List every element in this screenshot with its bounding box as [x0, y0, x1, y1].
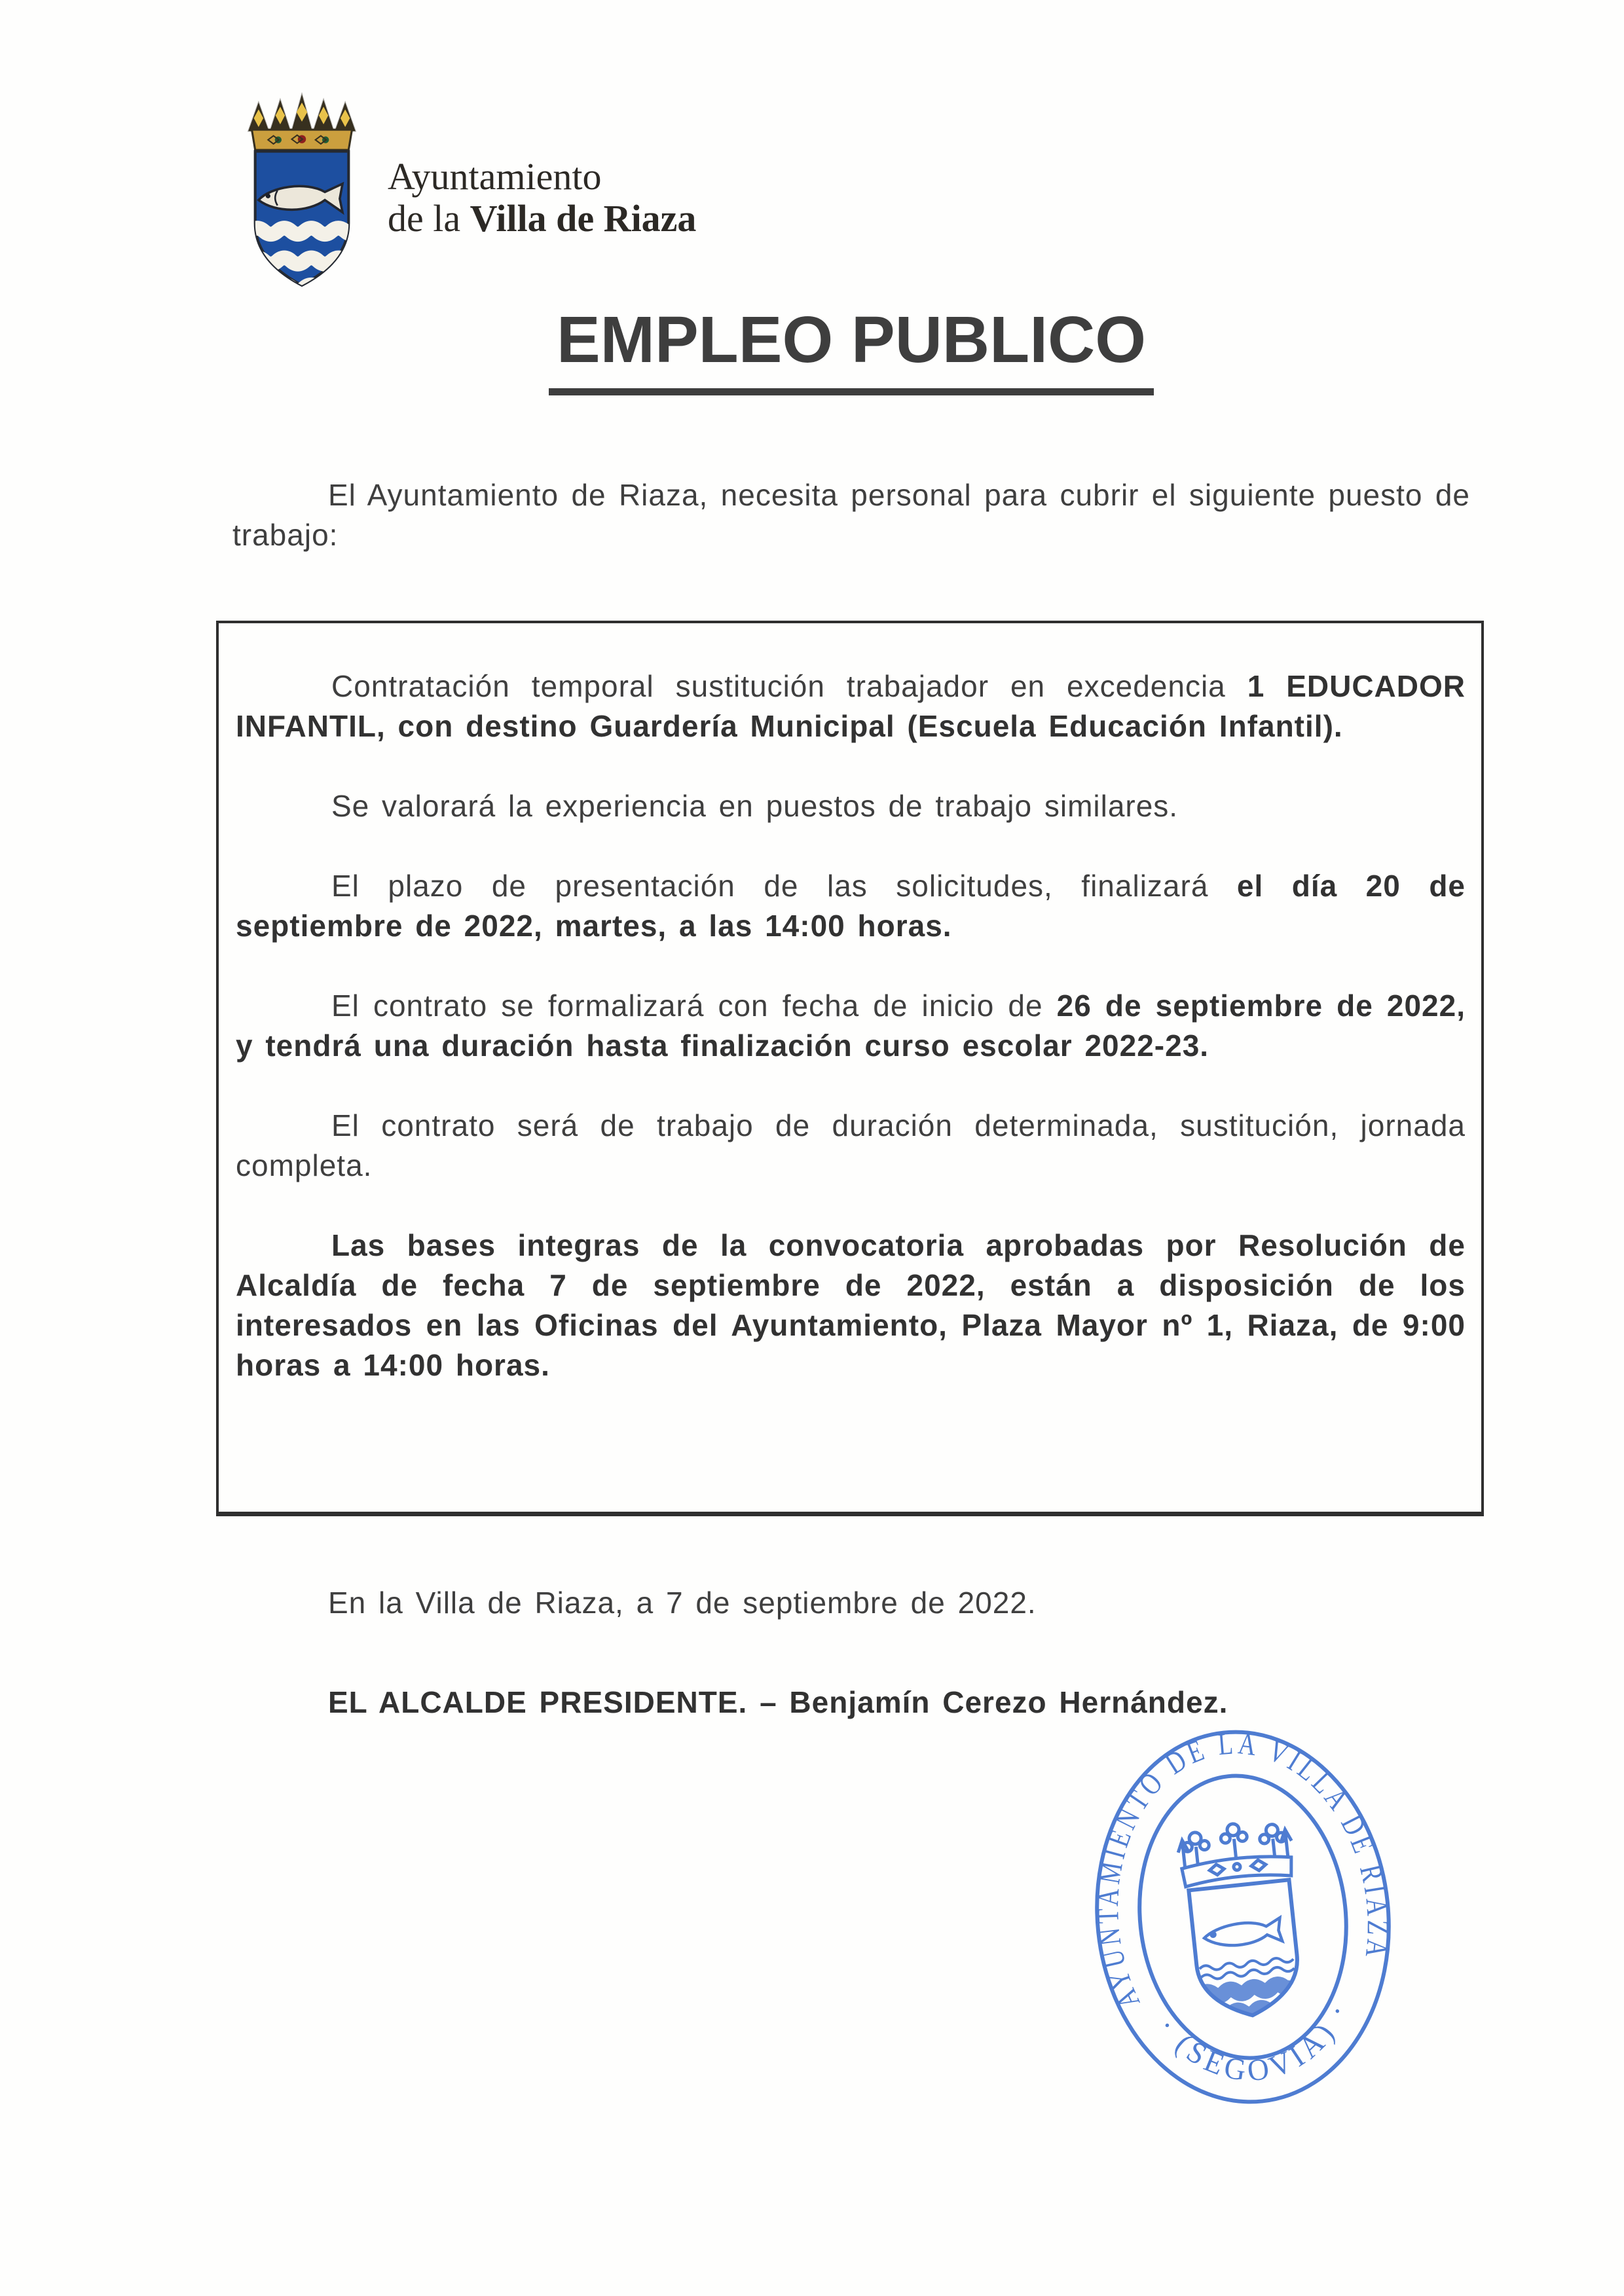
notice-box	[216, 621, 1484, 1516]
intro-paragraph: El Ayuntamiento de Riaza, necesita personal para cubrir el siguiente puesto de trabajo:	[232, 478, 1470, 552]
text-segment: El contrato se formalizará con fecha de inicio de	[331, 989, 1057, 1023]
text-segment: 26 de septiembre de 2022, y tendrá una duración hasta finalización curso escolar 2022-23.	[236, 989, 1466, 1063]
shield-icon	[250, 151, 358, 287]
stamp-waves-icon	[1198, 1956, 1299, 2018]
stamp-crown-icon	[1176, 1818, 1295, 1887]
text-segment: Contratación temporal sustitución trabajador en excedencia	[331, 669, 1247, 703]
page-title: EMPLEO PUBLICO	[232, 302, 1470, 395]
notice-paragraph	[236, 1106, 1466, 1186]
stamp-fish-icon	[1203, 1918, 1282, 1949]
text-segment: 1 EDUCADOR INFANTIL, con destino Guardería Municipal (Escuela Educación Infantil).	[236, 669, 1466, 743]
official-stamp	[1056, 1704, 1430, 2130]
text-segment: El plazo de presentación de las solicitudes, finalizará	[331, 869, 1237, 903]
notice-paragraph	[236, 666, 1466, 746]
notice-paragraph	[236, 786, 1466, 826]
text-segment: Las bases integras de la convocatoria aprobadas por Resolución de Alcaldía de fecha 7 de septiembre de 2022, están a disposición de los interesados en las Oficinas del Ayuntamiento, Plaza Mayor nº 1, Riaza, de 9:00 horas a 14:00 horas.	[236, 1228, 1466, 1382]
crown-icon	[248, 94, 355, 150]
notice-paragraph	[236, 1226, 1466, 1385]
text-segment: Se valorará la experiencia en puestos de trabajo similares.	[331, 789, 1179, 823]
stamp-shield	[1189, 1880, 1302, 2020]
coat-of-arms-logo	[241, 90, 363, 287]
stamp-arc-text: AYUNTAMIENTO DE LA VILLA DE RIAZA	[1090, 1726, 1395, 2014]
notice-paragraph	[236, 866, 1466, 946]
letterhead	[388, 156, 696, 240]
text-segment: el día 20 de septiembre de 2022, martes, a las 14:00 horas.	[236, 869, 1466, 943]
org-name-line1: Ayuntamiento	[388, 155, 602, 198]
closing-date-line: En la Villa de Riaza, a 7 de septiembre de 2022.	[328, 1586, 1037, 1620]
text-segment: El contrato será de trabajo de duración determinada, sustitución, jornada completa.	[236, 1108, 1466, 1182]
signature-line: EL ALCALDE PRESIDENTE. – Benjamín Cerezo Hernández.	[328, 1685, 1228, 1719]
org-name-line2: de la Villa de Riaza	[388, 197, 697, 240]
stamp-bottom-text: · (SEGOVIA) ·	[1151, 1994, 1357, 2088]
notice-paragraph	[236, 986, 1466, 1066]
